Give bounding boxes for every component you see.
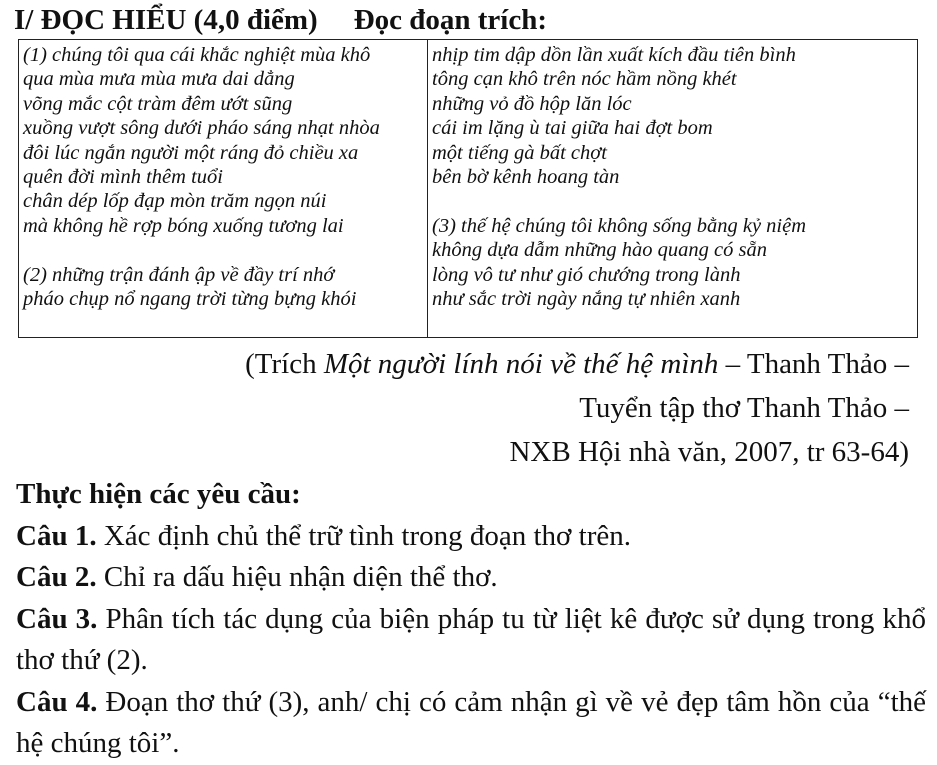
poem-left-column [18,39,428,338]
question-text: Phân tích tác dụng của biện pháp tu từ liệt kê được sử dụng trong khổ thơ thứ (2). [16,602,926,676]
poem-line: nhịp tim dập dồn lần xuất kích đầu tiên bình [432,44,796,66]
stanza-gap [23,238,427,262]
poem-line: bên bờ kênh hoang tàn [432,165,620,188]
poem-line: (3) thế hệ chúng tôi không sống bằng kỷ niệm [432,214,807,237]
poem-line: không dựa dẫm những hào quang có sẵn [432,239,767,262]
source-line-2: Tuyển tập thơ Thanh Thảo – [579,392,909,424]
source-citation [245,342,909,474]
excerpt-label: Đọc đoạn trích: [353,4,548,36]
poem-right-column [428,39,918,338]
source-author: – Thanh Thảo – [718,348,909,380]
stanza-gap [432,189,917,213]
poem-line: võng mắc cột tràm đêm ướt sũng [23,92,293,115]
question-label: Câu 4. [16,685,98,718]
poem-line: chân dép lốp đạp mòn trăm ngọn núi [23,190,327,213]
question-label: Câu 3. [16,602,98,635]
poem-table [18,39,918,338]
question-text: Chỉ ra dấu hiệu nhận diện thể thơ. [96,561,498,593]
question-3 [16,599,926,682]
poem-line: pháo chụp nổ ngang trời từng bựng khói [23,287,357,310]
source-line-3: NXB Hội nhà văn, 2007, tr 63-64) [509,436,909,468]
poem-line: (1) chúng tôi qua cái khắc nghiệt mùa khô [23,44,371,66]
section-heading [14,2,547,38]
tasks-section [16,474,926,765]
question-label: Câu 2. [16,561,97,593]
poem-line: như sắc trời ngày nắng tự nhiên xanh [432,287,741,310]
poem-line: cái im lặng ù tai giữa hai đợt bom [432,117,713,140]
question-1 [16,516,926,558]
question-text: Xác định chủ thể trữ tình trong đoạn thơ trên. [96,519,631,552]
poem-line: những vỏ đồ hộp lăn lóc [432,92,632,115]
poem-line: lòng vô tư như gió chướng trong lành [432,263,741,286]
poem-line: xuồng vượt sông dưới pháo sáng nhạt nhòa [23,117,380,140]
question-4 [16,682,926,765]
poem-line: quên đời mình thêm tuổi [23,165,223,188]
tasks-title: Thực hiện các yêu cầu: [16,478,301,510]
source-line-1 [245,342,909,386]
poem-line: qua mùa mưa mùa mưa dai dẳng [23,68,295,91]
poem-line: mà không hề rợp bóng xuống tương lai [23,214,344,237]
poem-line: (2) những trận đánh ập về đầy trí nhớ [23,263,335,286]
section-title: I/ ĐỌC HIỂU (4,0 điểm) [14,4,318,36]
question-text: Đoạn thơ thứ (3), anh/ chị có cảm nhận gì về vẻ đẹp tâm hồn của “thế hệ chúng tôi”. [16,685,926,759]
poem-line: đôi lúc ngắn người một ráng đỏ chiều xa [23,141,359,164]
source-work-title: Một người lính nói về thế hệ mình [323,348,719,380]
source-prefix: (Trích [245,348,324,380]
poem-line: tông cạn khô trên nóc hầm nồng khét [432,68,737,91]
poem-line: một tiếng gà bất chợt [432,141,607,164]
question-2 [16,557,926,599]
question-label: Câu 1. [16,519,97,552]
